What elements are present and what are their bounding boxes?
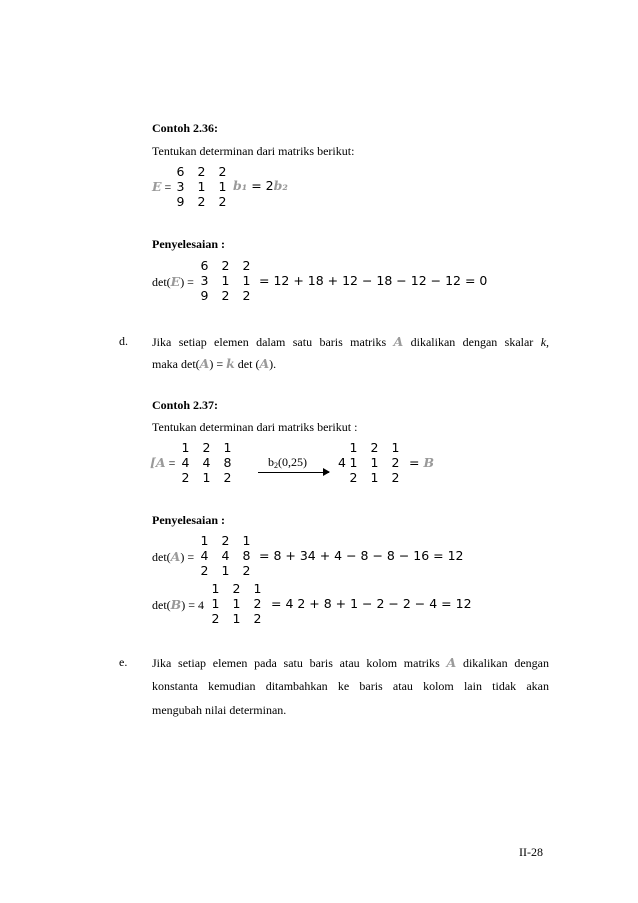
matrix-cell: 1 — [221, 563, 230, 578]
matrix-e — [170, 164, 233, 209]
matrix-cell: 2 — [242, 563, 251, 578]
det-suffix: ) = — [180, 550, 195, 564]
equals-sign: = — [409, 455, 420, 470]
matrix-cell: 2 — [391, 455, 400, 470]
matrix-cell: 4 — [202, 455, 211, 470]
matrix-cell: 2 — [181, 470, 190, 485]
matrix-cell: 1 — [232, 611, 241, 626]
item-e-marker: e. — [119, 655, 128, 669]
item-e-line2: konstanta kemudian ditambahkan ke baris atau kolom lain tidak akan — [152, 679, 549, 693]
matrix-cell: 4 — [221, 548, 230, 563]
matrix-cell: 2 — [221, 288, 230, 303]
matrix-cell: 4 — [181, 455, 190, 470]
page-number: II-28 — [519, 845, 543, 859]
matrix-cell: 2 — [242, 288, 251, 303]
matrix-cell: 2 — [223, 470, 232, 485]
matrix-cell: 1 — [202, 470, 211, 485]
matrix-cell: 2 — [197, 194, 206, 209]
item-e-line3: mengubah nilai determinan. — [152, 703, 287, 717]
item-d-line1 — [152, 334, 549, 350]
matrix-cell: 2 — [391, 470, 400, 485]
text: det ( — [237, 357, 260, 371]
matrix-cell: 2 — [232, 581, 241, 596]
example-236-solution-label: Penyelesaian : — [152, 237, 225, 251]
matrix-cell: 9 — [176, 194, 185, 209]
det-prefix: det( — [152, 550, 171, 564]
matrix-cell: 2 — [349, 470, 358, 485]
subscript: 2 — [274, 461, 278, 470]
det-suffix: ) = — [180, 275, 194, 289]
matrix-cell: 2 — [221, 533, 230, 548]
var-a: A — [199, 356, 210, 371]
var-a: A — [393, 334, 404, 349]
det-a-result: = 8 + 34 + 4 − 8 − 8 − 16 = 12 — [259, 548, 464, 563]
text: maka det( — [152, 357, 200, 371]
item-d-marker: d. — [119, 334, 128, 348]
det-var-a: A — [170, 549, 181, 564]
right-arrow-icon — [258, 472, 329, 473]
matrix-cell: 2 — [370, 440, 379, 455]
matrix-cell: 6 — [200, 258, 209, 273]
matrix-cell: 1 — [391, 440, 400, 455]
matrix-cell: 8 — [223, 455, 232, 470]
matrix-a — [175, 440, 238, 485]
matrix-cell: 2 — [242, 258, 251, 273]
matrix-cell: 1 — [370, 455, 379, 470]
matrix-cell: 6 — [176, 164, 185, 179]
matrix-cell: 2 — [218, 164, 227, 179]
matrix-b — [343, 440, 406, 485]
det-b-matrix — [205, 581, 268, 626]
var-b1: b₁ — [233, 178, 248, 193]
matrix-cell: 1 — [211, 596, 220, 611]
equals-sign: = — [168, 456, 176, 470]
matrix-cell: 3 — [200, 273, 209, 288]
example-236-matrix-label — [152, 179, 171, 195]
var-a: A — [259, 356, 270, 371]
det-a-label — [152, 549, 194, 565]
matrix-cell: 2 — [253, 611, 262, 626]
matrix-cell: 2 — [221, 258, 230, 273]
det-e-matrix — [194, 258, 257, 303]
det-var-b: B — [170, 597, 182, 612]
matrix-var-a: [A — [150, 455, 166, 470]
det-e-label — [152, 274, 194, 290]
matrix-cell: 2 — [197, 164, 206, 179]
item-d-line2 — [152, 356, 276, 372]
matrix-cell: 1 — [242, 533, 251, 548]
var-a: A — [446, 655, 457, 670]
matrix-cell: 1 — [349, 440, 358, 455]
matrix-cell: 1 — [253, 581, 262, 596]
matrix-cell: 2 — [202, 440, 211, 455]
det-prefix: det( — [152, 598, 171, 612]
example-237-solution-label: Penyelesaian : — [152, 513, 225, 527]
condition-eq: = 2 — [251, 178, 274, 193]
matrix-cell: 1 — [218, 179, 227, 194]
matrix-var-e: E — [152, 179, 162, 194]
scalar-k: k, — [540, 335, 550, 349]
var-k: k — [226, 356, 235, 371]
det-b-label — [152, 597, 204, 613]
text: Jika setiap elemen dalam satu baris matriks — [152, 335, 387, 349]
example-237-instruction: Tentukan determinan dari matriks berikut : — [152, 420, 358, 434]
example-236-title: Contoh 2.36: — [152, 121, 219, 135]
matrix-cell: 1 — [200, 533, 209, 548]
var-b2: b₂ — [273, 178, 288, 193]
matrix-cell: 4 — [200, 548, 209, 563]
example-236-instruction: Tentukan determinan dari matriks berikut: — [152, 144, 355, 158]
matrix-cell: 1 — [370, 470, 379, 485]
item-e-line1 — [152, 655, 549, 671]
det-var-e: E — [170, 274, 181, 289]
det-b-result: = 4 2 + 8 + 1 − 2 − 2 − 4 = 12 — [271, 596, 472, 611]
scalar-four: 4 — [338, 455, 346, 470]
matrix-cell: 1 — [181, 440, 190, 455]
det-e-result: = 12 + 18 + 12 − 18 − 12 − 12 = 0 — [259, 273, 488, 288]
row-operation-label — [268, 455, 307, 470]
matrix-cell: 2 — [211, 611, 220, 626]
matrix-cell: 1 — [197, 179, 206, 194]
matrix-cell: 2 — [218, 194, 227, 209]
det-prefix: det( — [152, 275, 171, 289]
example-237-title: Contoh 2.37: — [152, 398, 219, 412]
matrix-cell: 1 — [232, 596, 241, 611]
matrix-var-b: B — [423, 455, 435, 470]
matrix-cell: 3 — [176, 179, 185, 194]
matrix-cell: 8 — [242, 548, 251, 563]
equals-sign: = — [164, 180, 172, 194]
matrix-cell: 1 — [221, 273, 230, 288]
matrix-cell: 9 — [200, 288, 209, 303]
det-suffix: ) = 4 — [181, 598, 204, 612]
matrix-cell: 1 — [349, 455, 358, 470]
matrix-cell: 1 — [223, 440, 232, 455]
text: (0,25) — [278, 455, 307, 469]
text: ). — [269, 357, 277, 371]
text: dikalikan dengan skalar — [410, 335, 534, 349]
example-237-matrix-label — [150, 455, 175, 471]
matrix-cell: 2 — [253, 596, 262, 611]
row-condition — [233, 178, 288, 193]
text: b — [268, 455, 274, 469]
matrix-cell: 1 — [242, 273, 251, 288]
matrix-cell: 1 — [211, 581, 220, 596]
text: ) = — [209, 357, 224, 371]
matrix-cell: 2 — [200, 563, 209, 578]
text: Jika setiap elemen pada satu baris atau kolom matriks — [152, 656, 440, 670]
det-a-matrix — [194, 533, 257, 578]
result-b — [409, 455, 434, 470]
text: dikalikan dengan — [462, 656, 549, 670]
